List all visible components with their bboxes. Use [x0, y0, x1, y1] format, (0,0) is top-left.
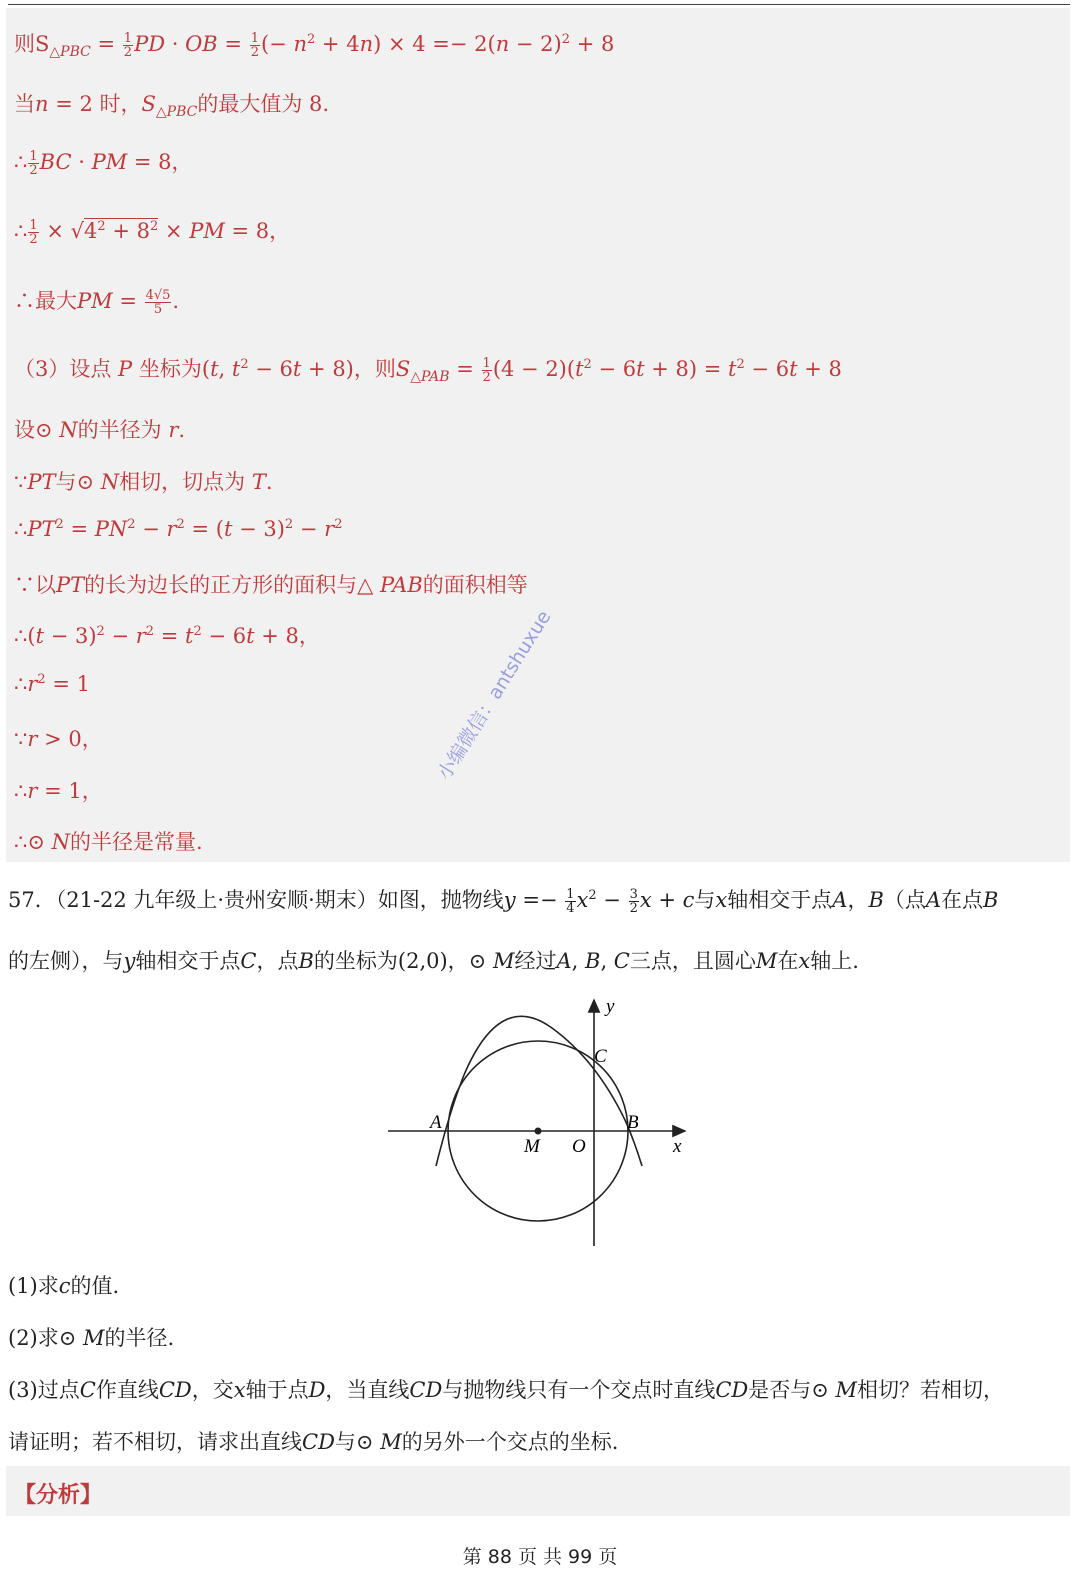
analysis-bar: [6, 1466, 1070, 1516]
label-m: M: [524, 1136, 540, 1157]
solution-line-9: $\therefore PT^2 = PN^2 - r^2 = (t - 3)^2 - r^2$: [14, 517, 343, 541]
solution-line-2: 当n = 2 时，$S_{\triangle PBC}$的最大值为 8.: [14, 92, 330, 120]
solution-line-5: ∴最大PM = $\frac{4√5}{5}$ .: [14, 288, 180, 317]
solution-line-4: ∴ $\frac{1}{2}$ × $√4^2 + 8^2$ × PM = 8，: [14, 218, 291, 247]
solution-line-3: ∴ $\frac{1}{2}$ BC · PM = 8，: [14, 149, 193, 178]
question-3-line-2: 请证明；若不相切，请求出直线CD与⊙ M的另外一个交点的坐标.: [8, 1430, 619, 1454]
solution-line-8: ∵PT与⊙ N相切，切点为 T.: [14, 470, 273, 494]
question-1: (1)求c的值.: [8, 1274, 120, 1298]
analysis-label: 【分析】: [14, 1483, 103, 1508]
center-point-m: [535, 1128, 542, 1135]
problem-line-1: 57．（21-22 九年级上·贵州安顺·期末）如图，抛物线y =− $\frac{1}{4}$ $x^2$ − $\frac{3}{2}$ x + c与x轴相交于点A，B（点A在点B: [8, 887, 999, 916]
solution-line-12: $\therefore r^2 = 1$: [14, 672, 91, 696]
geometry-figure: [380, 990, 700, 1252]
question-2: (2)求⊙ M的半径.: [8, 1326, 175, 1350]
solution-line-7: 设⊙ N的半径为 r.: [14, 418, 186, 442]
label-a: A: [430, 1112, 442, 1133]
solution-line-13: ∵r > 0，: [14, 727, 103, 751]
solution-line-14: ∴r = 1，: [14, 779, 103, 803]
label-y: y: [606, 996, 615, 1017]
page-footer: 第 88 页 共 99 页: [462, 1546, 618, 1568]
top-rule: [8, 4, 1070, 5]
question-3-line-1: (3)过点C作直线CD，交x轴于点D，当直线CD与抛物线只有一个交点时直线CD是否与⊙ M相切？若相切，: [8, 1378, 1005, 1402]
solution-line-11: ∴(t − $3)^2 - r^2 = t^2 - 6t + 8$，: [14, 624, 320, 648]
solution-line-1: 则$S_{\triangle PBC}$ = $\frac{1}{2}$ PD · OB = $\frac{1}{2}$ (− $n^2 + 4n) \times 4 =- 2(n - 2)^2 + 8$: [14, 31, 615, 60]
solution-line-15: ∴⊙ N的半径是常量.: [14, 830, 203, 854]
solution-line-10: ∵以PT的长为边长的正方形的面积与△ PAB的面积相等: [14, 573, 528, 597]
label-x: x: [673, 1136, 682, 1157]
solution-block: [6, 8, 1070, 862]
label-c: C: [594, 1046, 607, 1067]
problem-line-2: 的左侧），与y轴相交于点C，点B的坐标为(2,0)，⊙ M经过A, B, C三点，且圆心M在x轴上.: [8, 949, 859, 973]
label-b: B: [627, 1112, 639, 1133]
watermark-text: 小编微信：antshuxue: [433, 606, 556, 784]
solution-line-6: （3）设点 P 坐标为(t, $t^2 - 6t + 8$)，则$S_{\triangle PAB}$ = $\frac{1}{2}$ $(4 - 2)(t^2 - 6t + 8) = t^2 - 6t + 8$: [14, 356, 842, 385]
label-o: O: [572, 1136, 586, 1157]
